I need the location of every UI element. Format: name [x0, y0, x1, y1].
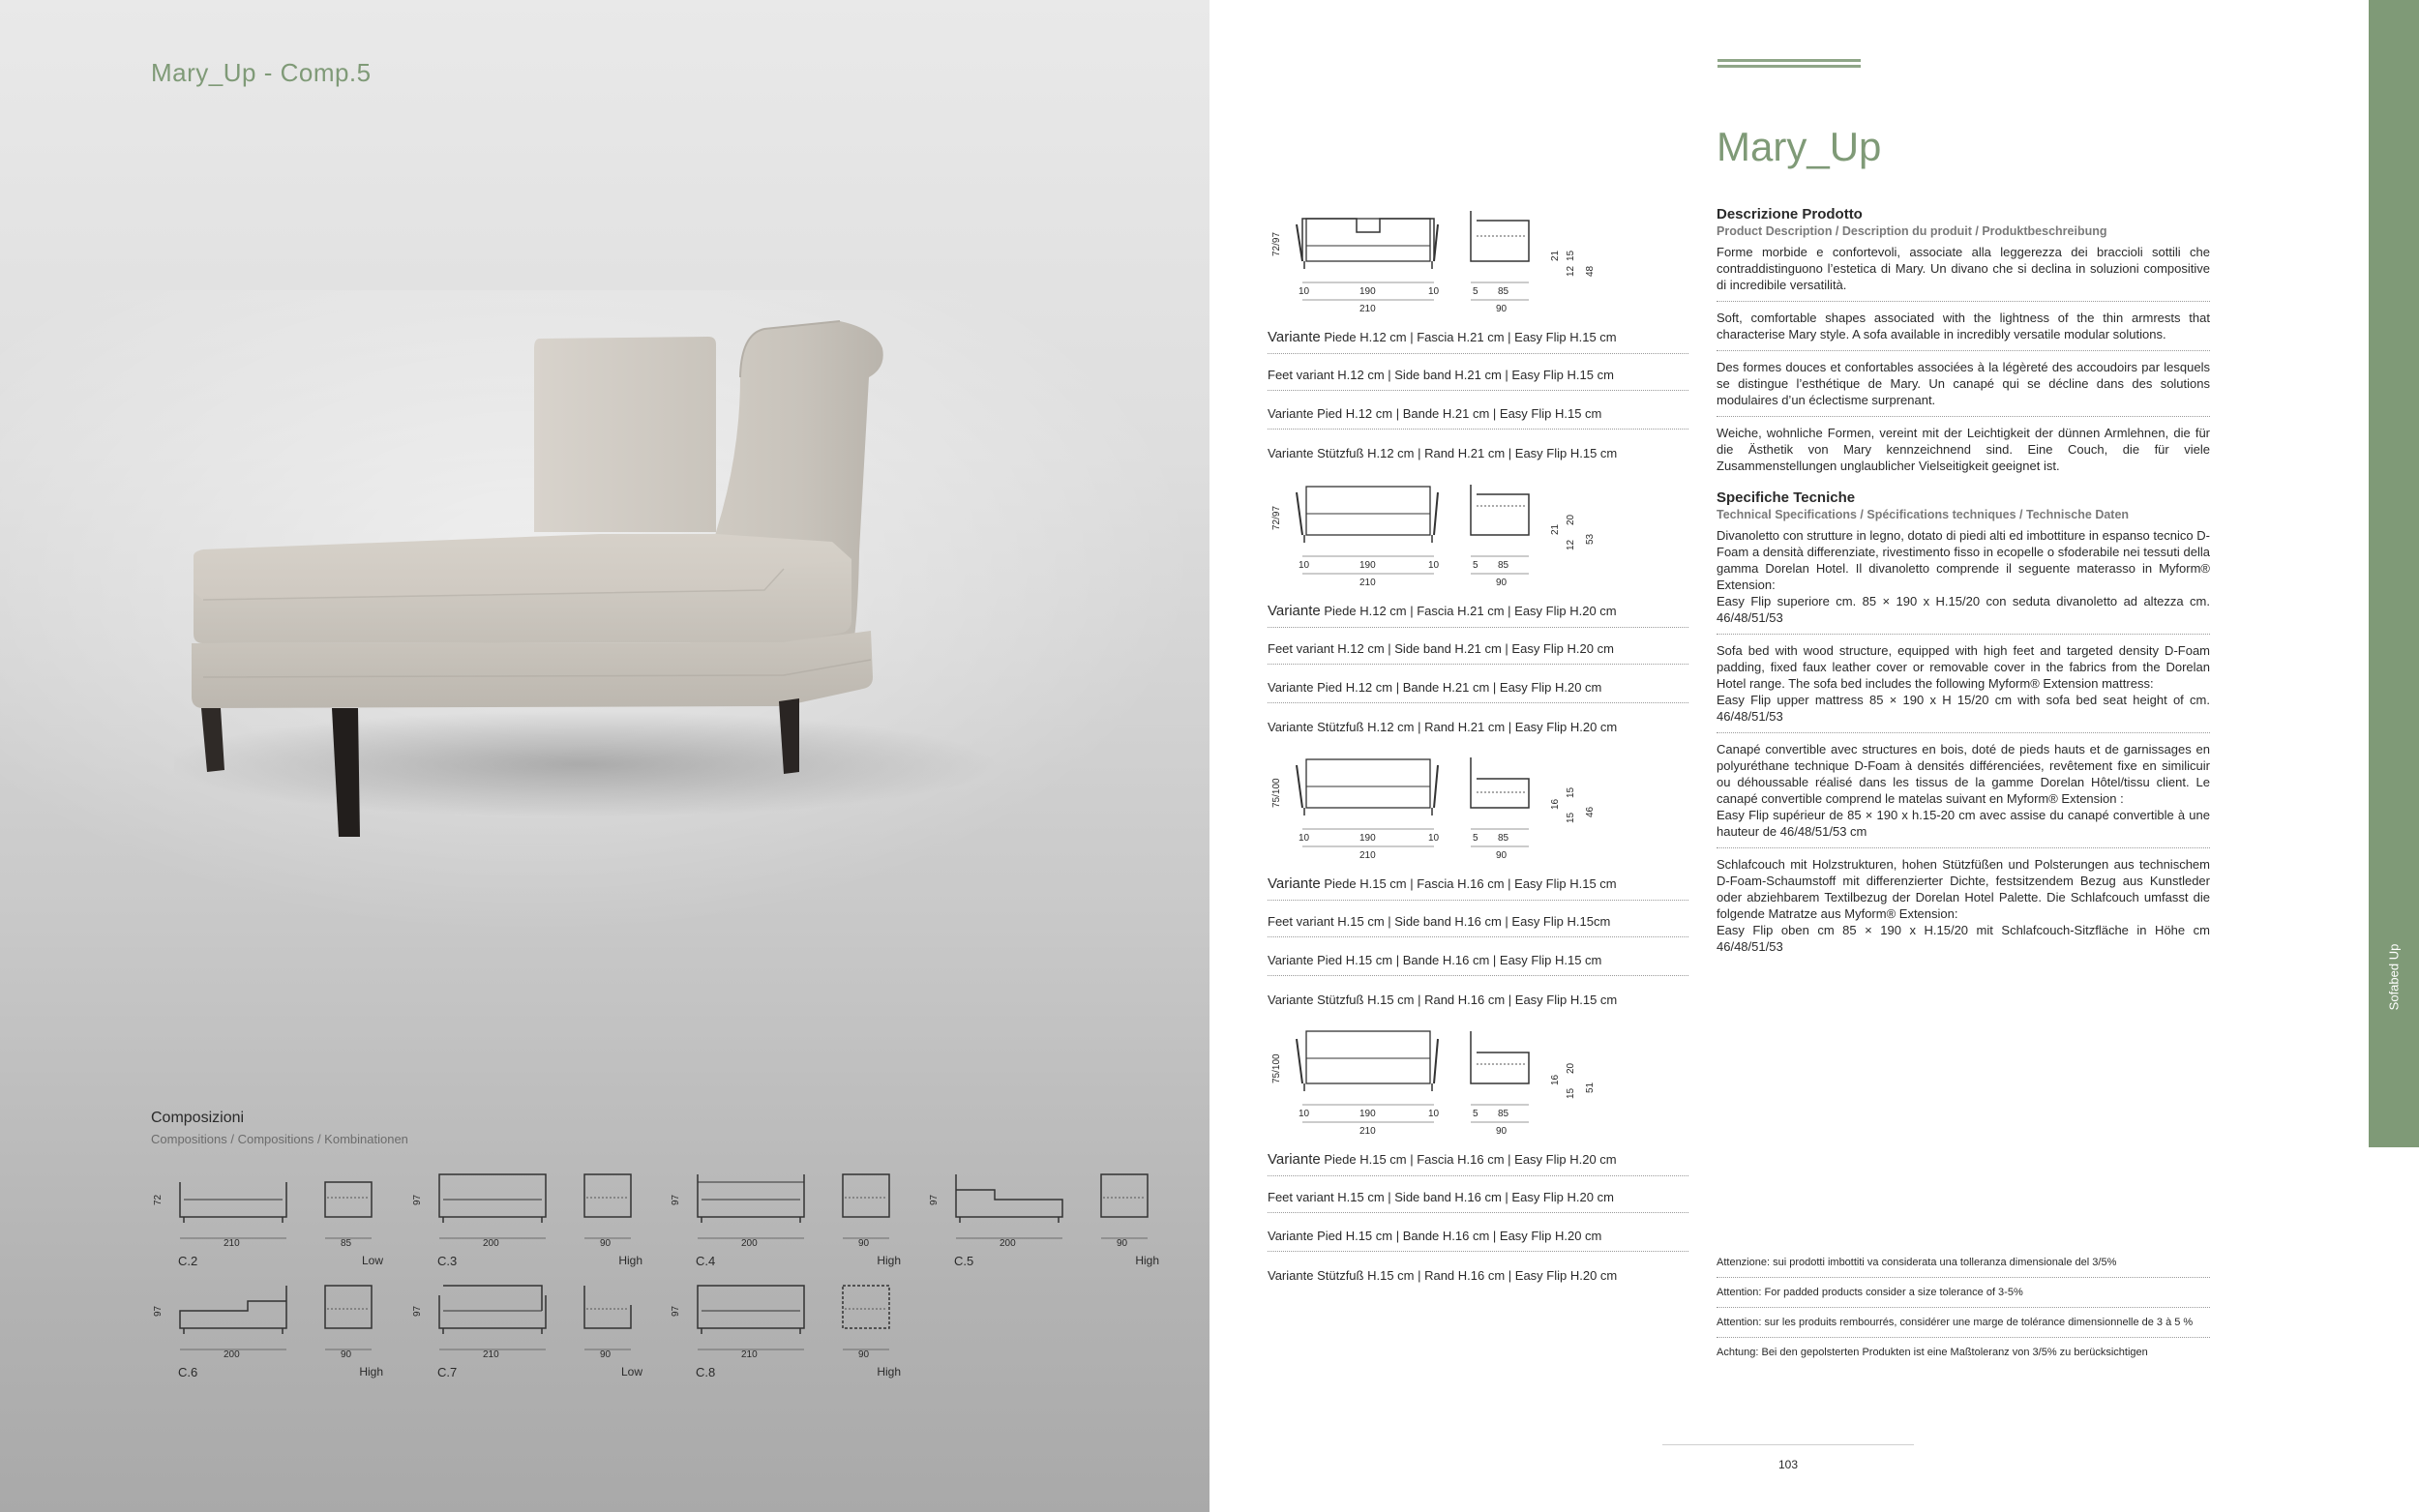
composition-c5	[927, 1171, 1159, 1277]
svg-text:48: 48	[1585, 265, 1596, 277]
specs-fr: Canapé convertible avec structures en bois, doté de pieds hauts et de garnissages en polyuréthane technique D-Foam à densités différenciées, revêtement fixe en similicuir ou déhoussable réalisé dans les tissus de la gamme Dorelan Hôtel/tissu client. Le canapé convertible comprend le matelas suivant en Myform® Extension : Easy Flip supérieur de 85 × 190 x h.15-20 cm avec assise du canapé convertible à une hauteur de 46/48/51/53 cm	[1717, 741, 2210, 848]
svg-text:10: 10	[1428, 286, 1440, 297]
composition-code: C.6	[178, 1365, 198, 1379]
specs-subheading: Technical Specifications / Spécifications techniques / Technische Daten	[1717, 508, 2130, 521]
svg-text:20: 20	[1566, 514, 1576, 525]
height-label: 72/97	[1271, 231, 1282, 256]
variant-line-it: Variante Piede H.15 cm | Fascia H.16 cm | Easy Flip H.15 cm	[1268, 875, 1688, 901]
variant-line-it: Variante Piede H.12 cm | Fascia H.21 cm | Easy Flip H.20 cm	[1268, 603, 1688, 628]
note-en: Attention: For padded products consider a size tolerance of 3-5%	[1717, 1286, 2210, 1308]
variant-line-de: Variante Stützfuß H.12 cm | Rand H.21 cm | Easy Flip H.20 cm	[1268, 720, 1618, 734]
svg-text:10: 10	[1428, 1109, 1440, 1119]
depth-label: 90	[858, 1349, 870, 1360]
svg-text:85: 85	[1498, 1109, 1509, 1119]
depth-label: 90	[600, 1349, 612, 1360]
svg-text:97: 97	[412, 1305, 423, 1317]
svg-text:97: 97	[671, 1194, 681, 1205]
svg-text:5: 5	[1473, 1109, 1478, 1119]
svg-text:85: 85	[1498, 833, 1509, 844]
description-de: Weiche, wohnliche Formen, vereint mit der Leichtigkeit der dünnen Armlehnen, die für die Ästhetik von Mary kennzeichnend sind. Eine Couch, die für viele Zusammenstellungen unglaublicher Vielseitigkeit geeignet ist.	[1717, 426, 2210, 473]
variant-line-fr: Variante Pied H.12 cm | Bande H.21 cm | Easy Flip H.20 cm	[1268, 680, 1688, 703]
dimension-drawing	[1268, 203, 1688, 319]
depth-label: 90	[600, 1238, 612, 1249]
title-rule	[1717, 65, 1861, 68]
svg-text:210: 210	[1359, 850, 1376, 861]
svg-text:97: 97	[929, 1194, 940, 1205]
composition-c3	[410, 1171, 642, 1277]
svg-text:51: 51	[1585, 1082, 1596, 1093]
svg-text:190: 190	[1359, 1109, 1376, 1119]
depth-label: 90	[858, 1238, 870, 1249]
svg-text:210: 210	[1359, 578, 1376, 588]
svg-text:72/97: 72/97	[1271, 505, 1282, 530]
variant-line-it: Variante Piede H.12 cm | Fascia H.21 cm | Easy Flip H.15 cm	[1268, 329, 1688, 354]
composition-level: High	[359, 1365, 383, 1379]
title-rule	[1717, 59, 1861, 62]
composition-title: Mary_Up - Comp.5	[151, 58, 372, 87]
svg-text:15: 15	[1566, 786, 1576, 798]
width-label: 200	[1000, 1238, 1016, 1249]
note-de: Achtung: Bei den gepolsterten Produkten ist eine Maßtoleranz von 3/5% zu berücksichtigen	[1717, 1347, 2148, 1358]
svg-text:16: 16	[1550, 798, 1561, 810]
composition-level: High	[1135, 1254, 1159, 1267]
svg-text:10: 10	[1299, 833, 1310, 844]
variant-line-de: Variante Stützfuß H.12 cm | Rand H.21 cm | Easy Flip H.15 cm	[1268, 446, 1618, 460]
svg-text:97: 97	[412, 1194, 423, 1205]
description-heading: Descrizione Prodotto	[1717, 206, 1863, 222]
svg-text:10: 10	[1299, 1109, 1310, 1119]
variant-line-fr: Variante Pied H.15 cm | Bande H.16 cm | Easy Flip H.20 cm	[1268, 1229, 1688, 1252]
svg-text:10: 10	[1428, 560, 1440, 571]
description-fr: Des formes douces et confortables associées à la légèreté des accoudoirs par lesquels se distingue l’esthétique de Mary. Un canapé qui se décline dans des solutions modulaires d’un éclectisme surprenant.	[1717, 359, 2210, 417]
dimension-drawing	[1268, 1025, 1688, 1141]
svg-text:53: 53	[1585, 533, 1596, 545]
height-label: 72	[153, 1194, 164, 1205]
tolerance-notes	[1717, 1256, 2210, 1375]
product-description	[1717, 206, 2210, 970]
composition-level: Low	[361, 1254, 383, 1267]
specs-de: Schlafcouch mit Holzstrukturen, hohen Stützfüßen und Polsterungen aus technischem D-Foam-Schaumstoff mit differenzierter Dichte, festsitzendem Bezug aus Kunstleder oder abziehbarem Textilbezug der Dorelan Hotel Palette. Die Schlafcouch umfasst die folgende Matratze aus Myform® Extension: Easy Flip oben cm 85 × 190 x H.15/20 mit Schlafcouch-Sitzfläche in Höhe cm 46/48/51/53	[1717, 857, 2210, 954]
variant-line-de: Variante Stützfuß H.15 cm | Rand H.16 cm | Easy Flip H.20 cm	[1268, 1268, 1618, 1283]
composition-level: High	[877, 1365, 901, 1379]
width-label: 210	[483, 1349, 499, 1360]
composition-code: C.2	[178, 1254, 198, 1268]
side-tab-text: Sofabed Up	[2386, 943, 2402, 1011]
composition-code: C.4	[696, 1254, 716, 1268]
svg-text:10: 10	[1299, 560, 1310, 571]
variant-line-de: Variante Stützfuß H.15 cm | Rand H.16 cm | Easy Flip H.15 cm	[1268, 993, 1618, 1007]
variant-line-en: Feet variant H.12 cm | Side band H.21 cm | Easy Flip H.15 cm	[1268, 368, 1688, 391]
width-label: 200	[483, 1238, 499, 1249]
svg-text:20: 20	[1566, 1062, 1576, 1074]
svg-text:75/100: 75/100	[1271, 1053, 1282, 1083]
chaise-longue-photo	[174, 310, 1045, 851]
svg-text:15: 15	[1566, 250, 1576, 261]
svg-text:5: 5	[1473, 833, 1478, 844]
svg-text:46: 46	[1585, 806, 1596, 817]
width-label: 210	[224, 1238, 240, 1249]
description-en: Soft, comfortable shapes associated with the lightness of the thin armrests that characterise Mary style. A sofa available in incredibly versatile modular solutions.	[1717, 310, 2210, 351]
svg-text:15: 15	[1566, 812, 1576, 823]
svg-text:210: 210	[1359, 304, 1376, 314]
dimension-drawing	[1268, 750, 1688, 866]
svg-text:21: 21	[1550, 250, 1561, 261]
composition-code: C.5	[954, 1254, 974, 1268]
composition-c7	[410, 1282, 642, 1388]
svg-text:190: 190	[1359, 833, 1376, 844]
composition-level: High	[877, 1254, 901, 1267]
compositions-heading: Composizioni	[151, 1110, 245, 1126]
note-fr: Attention: sur les produits rembourrés, considérer une marge de tolérance dimensionnelle de 3 à 5 %	[1717, 1316, 2210, 1338]
composition-c8	[669, 1282, 901, 1388]
svg-text:75/100: 75/100	[1271, 778, 1282, 808]
specs-it: Divanoletto con strutture in legno, dotato di piedi alti ed imbottiture in espanso tecnico D-Foam a densità differenziate, rivestimento fisso in ecopelle o sfoderabile nei tessuti della gamma Dorelan Hotel. Il divanoletto comprende il seguente materasso in Myform® Extension: Easy Flip superiore cm. 85 × 190 x H.15/20 con seduta divanoletto ad altezza cm. 46/48/51/53	[1717, 527, 2210, 635]
variant-line-fr: Variante Pied H.15 cm | Bande H.16 cm | Easy Flip H.15 cm	[1268, 953, 1688, 976]
composition-code: C.3	[437, 1254, 458, 1268]
composition-level: Low	[620, 1365, 642, 1379]
svg-text:16: 16	[1550, 1074, 1561, 1085]
variant-line-it: Variante Piede H.15 cm | Fascia H.16 cm | Easy Flip H.20 cm	[1268, 1151, 1688, 1176]
svg-text:21: 21	[1550, 523, 1561, 535]
svg-text:90: 90	[1496, 578, 1508, 588]
specs-en: Sofa bed with wood structure, equipped with high feet and targeted density D-Foam padding, fixed faux leather cover or removable cover in the fabrics from the Dorelan Hotel range. The sofa bed includes the following Myform® Extension mattress: Easy Flip upper mattress 85 × 190 x H 15/20 cm with sofa bed seat height of cm. 46/48/51/53	[1717, 642, 2210, 733]
page-number: 103	[1778, 1458, 1799, 1471]
variant-line-en: Feet variant H.15 cm | Side band H.16 cm | Easy Flip H.20 cm	[1268, 1190, 1688, 1213]
variant-line-en: Feet variant H.12 cm | Side band H.21 cm | Easy Flip H.20 cm	[1268, 641, 1688, 665]
composition-c4	[669, 1171, 901, 1277]
product-title: Mary_Up	[1717, 124, 1882, 169]
svg-text:90: 90	[1496, 850, 1508, 861]
footer-rule	[1662, 1444, 1914, 1445]
depth-label: 85	[341, 1238, 352, 1249]
width-label: 210	[741, 1349, 758, 1360]
compositions-subheading: Compositions / Compositions / Kombinationen	[151, 1132, 408, 1146]
svg-text:97: 97	[671, 1305, 681, 1317]
svg-text:5: 5	[1473, 560, 1478, 571]
svg-text:10: 10	[1428, 833, 1440, 844]
depth-label: 90	[341, 1349, 352, 1360]
composition-c6	[151, 1282, 383, 1388]
svg-text:90: 90	[1496, 304, 1508, 314]
dimension-drawing	[1268, 477, 1688, 593]
composition-code: C.8	[696, 1365, 716, 1379]
svg-text:5: 5	[1473, 286, 1478, 297]
svg-text:210: 210	[1359, 1126, 1376, 1137]
depth-label: 90	[1117, 1238, 1128, 1249]
svg-text:15: 15	[1566, 1087, 1576, 1099]
variant-line-en: Feet variant H.15 cm | Side band H.16 cm | Easy Flip H.15cm	[1268, 914, 1688, 937]
svg-text:12: 12	[1566, 265, 1576, 277]
width-label: 200	[224, 1349, 240, 1360]
variant-line-fr: Variante Pied H.12 cm | Bande H.21 cm | Easy Flip H.15 cm	[1268, 406, 1688, 430]
description-subheading: Product Description / Description du produit / Produktbeschreibung	[1717, 224, 2107, 238]
section-side-tab-label	[2373, 919, 2415, 1035]
svg-text:85: 85	[1498, 286, 1509, 297]
svg-text:12: 12	[1566, 539, 1576, 550]
description-it: Forme morbide e confortevoli, associate alla leggerezza dei braccioli sottili che contraddistinguono l’estetica di Mary. Un divano che si declina in soluzioni compositive di incredibile versatilità.	[1717, 244, 2210, 302]
svg-text:10: 10	[1299, 286, 1310, 297]
svg-text:90: 90	[1496, 1126, 1508, 1137]
svg-text:97: 97	[153, 1305, 164, 1317]
svg-text:190: 190	[1359, 286, 1376, 297]
composition-code: C.7	[437, 1365, 458, 1379]
composition-c2	[151, 1171, 383, 1277]
svg-text:190: 190	[1359, 560, 1376, 571]
width-label: 200	[741, 1238, 758, 1249]
specs-heading: Specifiche Tecniche	[1717, 489, 1856, 506]
note-it: Attenzione: sui prodotti imbottiti va considerata una tolleranza dimensionale del 3/5%	[1717, 1256, 2210, 1278]
composition-level: High	[618, 1254, 642, 1267]
svg-text:85: 85	[1498, 560, 1509, 571]
